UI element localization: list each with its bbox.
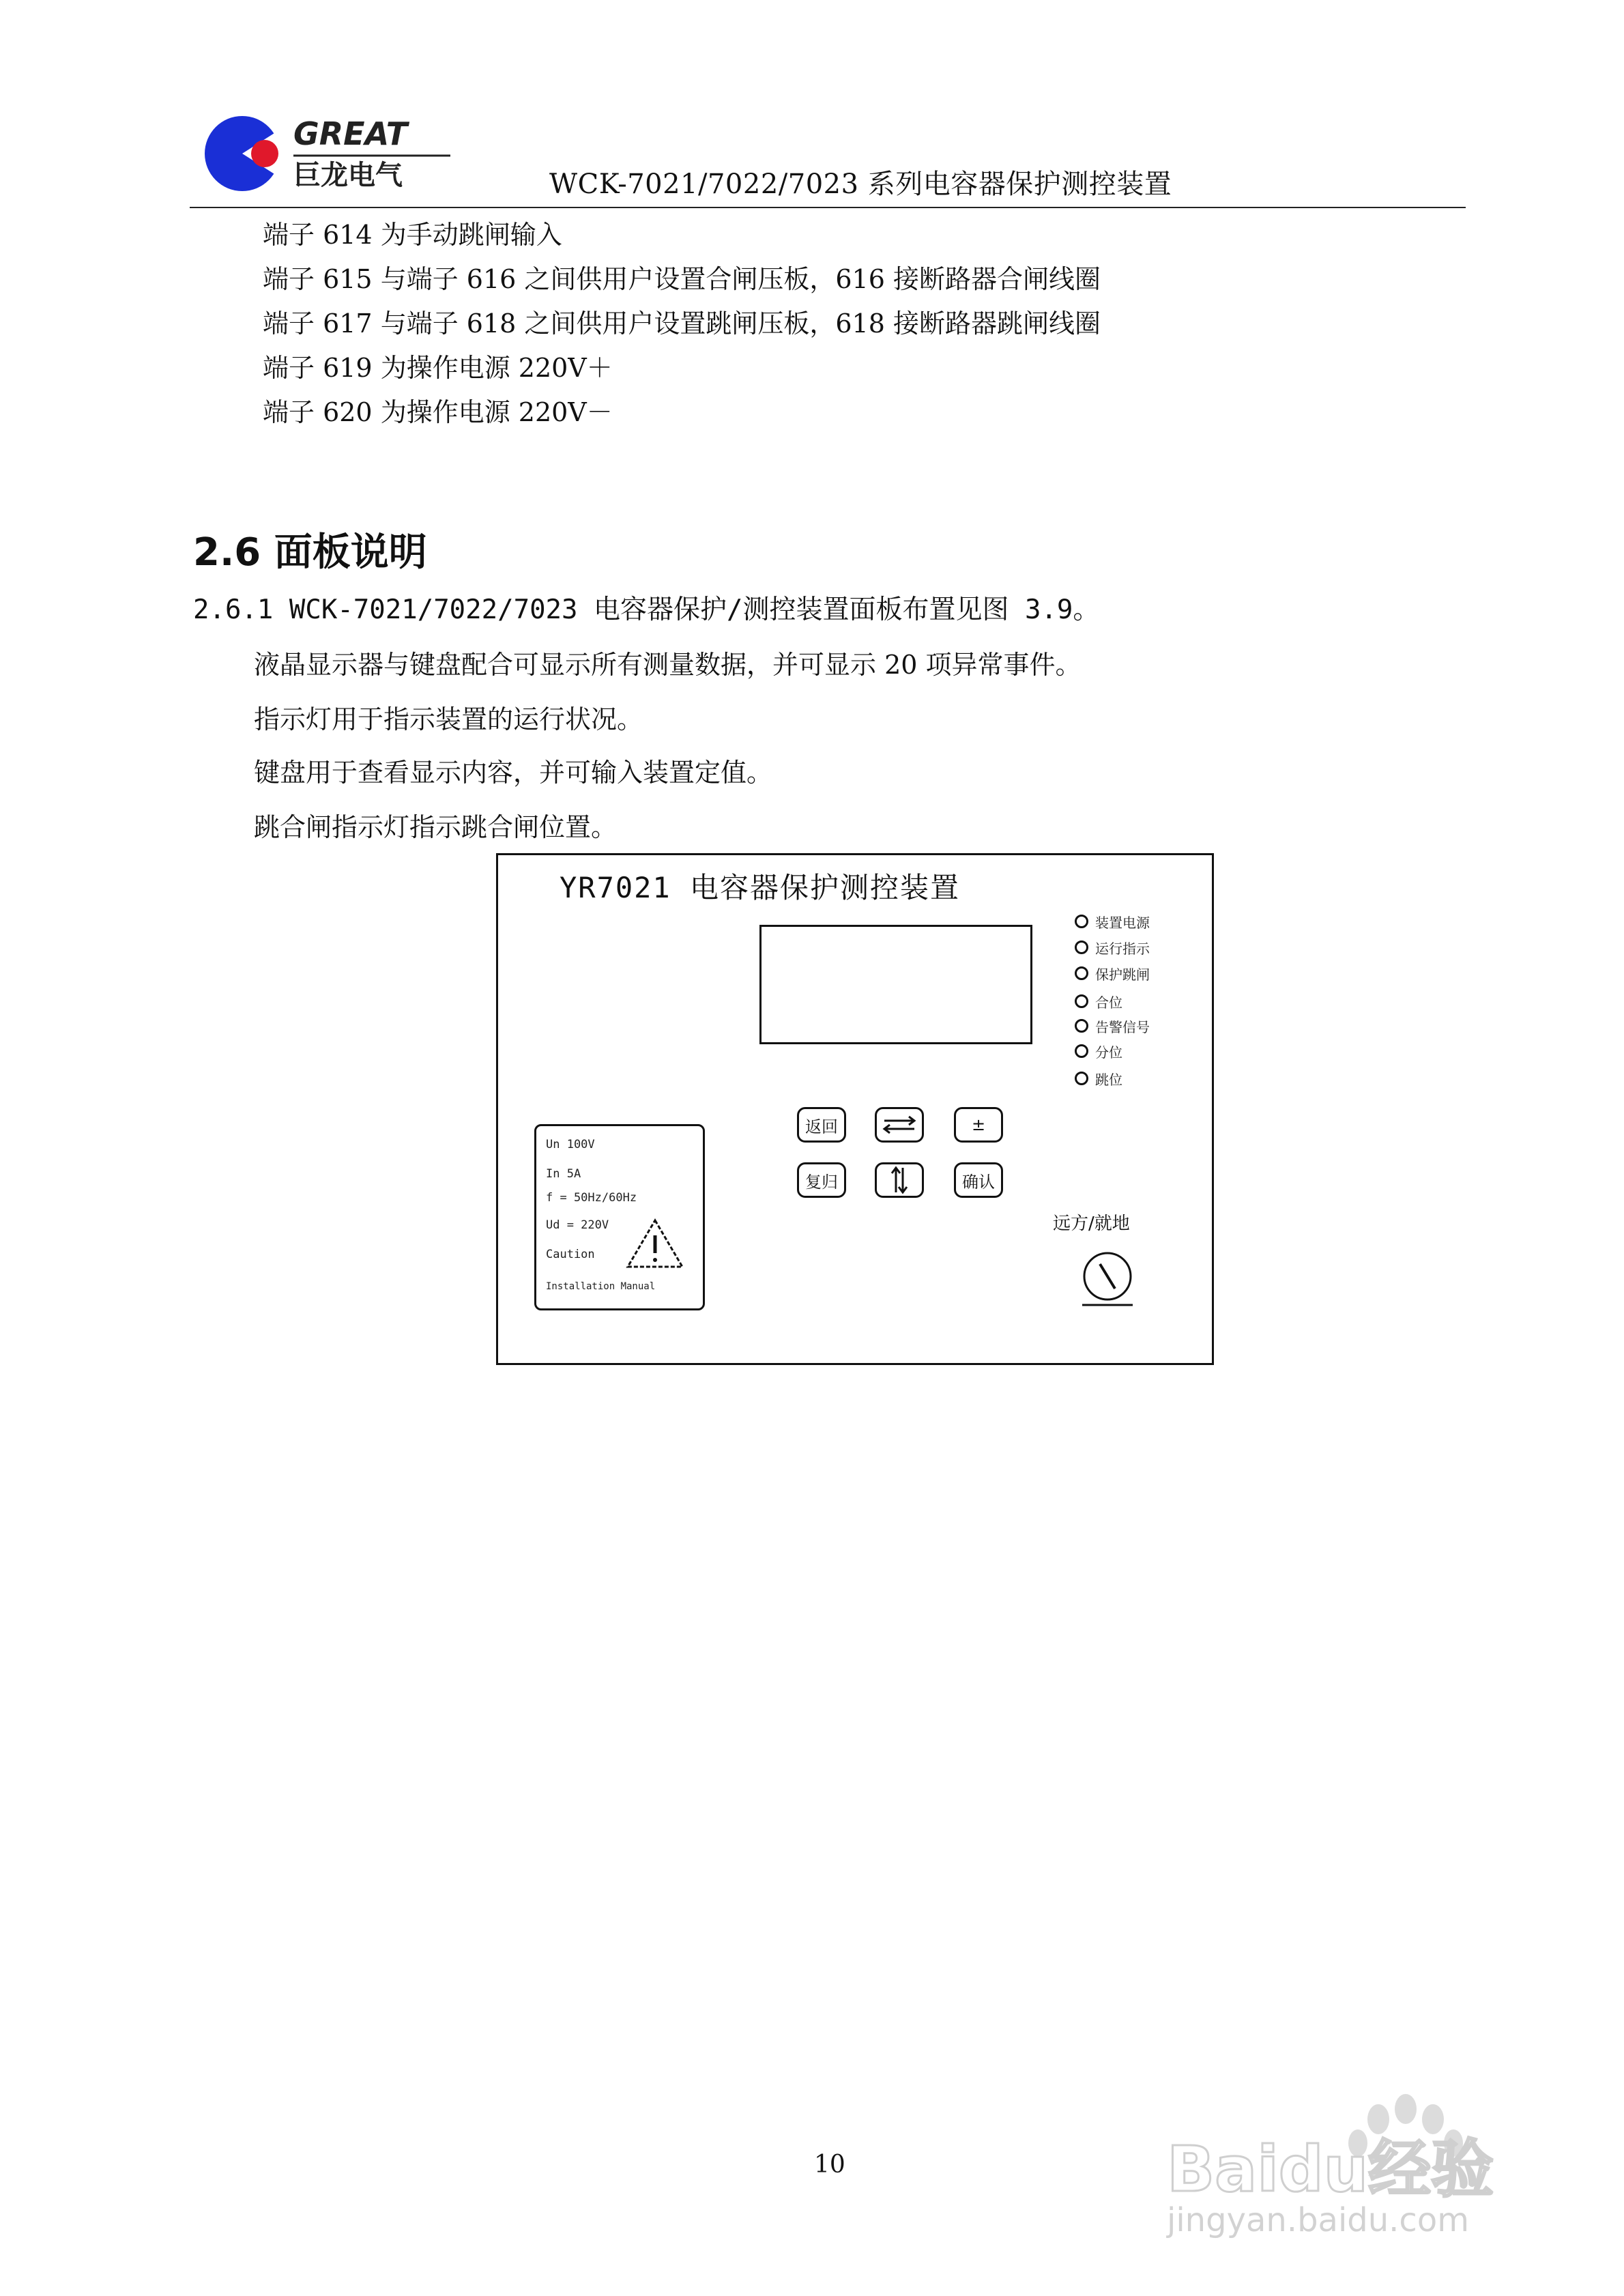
led-label: 保护跳闸 (1095, 966, 1150, 983)
led-row (1075, 937, 1150, 958)
watermark-text: Baidu经验 (1167, 2133, 1494, 2206)
plus-minus-key[interactable]: ± (954, 1107, 1003, 1143)
nameplate-line: Ud = 220V (546, 1218, 609, 1232)
reset-key[interactable]: 复归 (797, 1162, 846, 1198)
led-label: 跳位 (1095, 1071, 1122, 1088)
nameplate-line: Caution (546, 1248, 595, 1261)
watermark-url: jingyan.baidu.com (1167, 2201, 1469, 2239)
back-key[interactable]: 返回 (797, 1107, 846, 1143)
warning-triangle-icon (624, 1216, 686, 1271)
paragraph: 跳合闸指示灯指示跳合闸位置。 (254, 812, 618, 842)
lcd-display (759, 925, 1032, 1044)
subsection-title: 2.6.1 WCK-7021/7022/7023 电容器保护/测控装置面板布置见图 3.9。 (193, 594, 1100, 625)
baidu-watermark (1153, 2089, 1535, 2266)
left-right-arrow-icon (882, 1115, 917, 1135)
enter-key[interactable]: 确认 (954, 1162, 1003, 1198)
up-down-arrow-icon (889, 1165, 910, 1195)
logo-text-cn: 巨龙电气 (293, 160, 403, 191)
key-switch-icon[interactable] (1077, 1248, 1138, 1309)
page-number: 10 (814, 2151, 845, 2179)
led-row (1075, 991, 1122, 1011)
led-label: 合位 (1095, 994, 1122, 1011)
led-row (1075, 911, 1150, 932)
led-row (1075, 1068, 1122, 1089)
left-right-key[interactable] (875, 1107, 924, 1143)
terminal-line: 端子 617 与端子 618 之间供用户设置跳闸压板，618 接断路器跳闸线圈 (263, 308, 1101, 339)
header-title: WCK-7021/7022/7023 系列电容器保护测控装置 (549, 169, 1172, 200)
led-indicator-icon (1075, 1072, 1088, 1085)
logo-red-dot-icon (251, 140, 278, 167)
nameplate-line: In 5A (546, 1167, 581, 1181)
up-down-key[interactable] (875, 1162, 924, 1198)
nameplate-line: f = 50Hz/60Hz (546, 1191, 637, 1205)
led-indicator-icon (1075, 1019, 1088, 1033)
nameplate-line: Un 100V (546, 1138, 595, 1151)
led-label: 装置电源 (1095, 914, 1150, 931)
led-row (1075, 1041, 1122, 1061)
paragraph: 键盘用于查看显示内容，并可输入装置定值。 (254, 758, 773, 788)
led-row (1075, 963, 1150, 984)
led-indicator-icon (1075, 915, 1088, 928)
led-indicator-icon (1075, 966, 1088, 980)
led-row (1075, 1016, 1150, 1036)
terminal-line: 端子 615 与端子 616 之间供用户设置合闸压板，616 接断路器合闸线圈 (263, 264, 1101, 294)
section-title: 2.6 面板说明 (193, 530, 427, 575)
remote-local-label: 远方/就地 (1053, 1214, 1130, 1234)
terminal-line: 端子 614 为手动跳闸输入 (263, 220, 562, 250)
terminal-line: 端子 619 为操作电源 220V＋ (263, 353, 613, 383)
led-indicator-icon (1075, 941, 1088, 954)
led-label: 运行指示 (1095, 940, 1150, 957)
header-divider (190, 207, 1466, 208)
paragraph: 指示灯用于指示装置的运行状况。 (254, 704, 643, 734)
company-logo (198, 102, 457, 205)
led-indicator-icon (1075, 994, 1088, 1008)
nameplate-line: Installation Manual (546, 1281, 656, 1292)
led-label: 告警信号 (1095, 1018, 1150, 1035)
led-indicator-icon (1075, 1044, 1088, 1058)
led-label: 分位 (1095, 1044, 1122, 1061)
panel-title: YR7021 电容器保护测控装置 (560, 871, 961, 904)
logo-text-en: GREAT (293, 115, 408, 152)
terminal-line: 端子 620 为操作电源 220V－ (263, 397, 613, 427)
paragraph: 液晶显示器与键盘配合可显示所有测量数据，并可显示 20 项异常事件。 (254, 650, 1082, 680)
